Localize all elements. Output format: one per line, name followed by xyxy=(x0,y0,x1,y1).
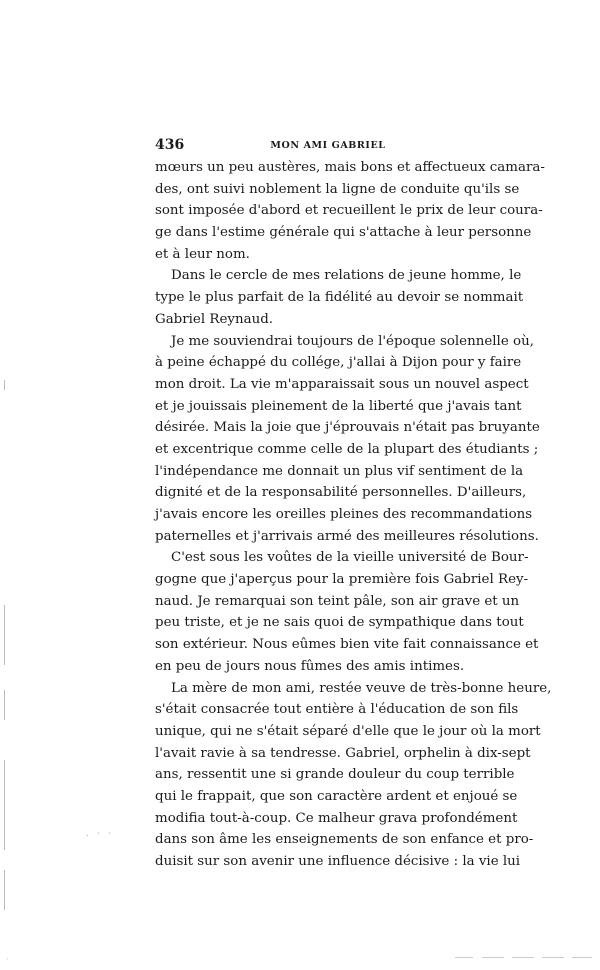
text-line: Je me souviendrai toujours de l'époque solennelle où, xyxy=(171,333,534,349)
text-line: désirée. Mais la joie que j'éprouvais n'était pas bruyante xyxy=(155,420,540,436)
scan-speck-corner: · xyxy=(6,955,9,964)
scan-bottom-dash xyxy=(455,957,473,958)
text-line: Dans le cercle de mes relations de jeune homme, le xyxy=(171,268,522,284)
scan-edge-mark xyxy=(4,380,5,390)
text-line: unique, qui ne s'était séparé d'elle que le jour où la mort xyxy=(155,723,541,739)
text-line: l'avait ravie à sa tendresse. Gabriel, orphelin à dix-sept xyxy=(155,745,531,761)
text-line: peu triste, et je ne sais quoi de sympathique dans tout xyxy=(155,615,524,631)
text-line: sont imposée d'abord et recueillent le prix de leur coura- xyxy=(155,203,543,219)
scan-bottom-dash xyxy=(572,957,592,958)
text-line: l'indépendance me donnait un plus vif sentiment de la xyxy=(155,463,524,479)
text-line: s'était consacrée tout entière à l'éducation de son fils xyxy=(155,702,519,718)
text-line: qui le frappait, que son caractère ardent et enjoué se xyxy=(155,788,518,804)
scan-edge-mark xyxy=(4,690,5,720)
text-line: La mère de mon ami, restée veuve de très-bonne heure, xyxy=(171,680,552,696)
scan-edge-mark xyxy=(4,870,5,910)
text-line: et je jouissais pleinement de la liberté que j'avais tant xyxy=(155,398,522,414)
text-line: j'avais encore les oreilles pleines des recommandations xyxy=(155,507,533,522)
text-line: modifia tout-à-coup. Ce malheur grava profondément xyxy=(155,810,518,826)
text-line: à peine échappé du collége, j'allai à Dijon pour y faire xyxy=(155,355,522,371)
text-line: mœurs un peu austères, mais bons et affectueux camara- xyxy=(155,160,545,175)
body-text xyxy=(155,157,552,873)
text-line: C'est sous les voûtes de la vieille université de Bour- xyxy=(171,550,529,566)
text-line: gogne que j'aperçus pour la première fois Gabriel Rey- xyxy=(155,572,529,588)
text-line: naud. Je remarquai son teint pâle, son air grave et un xyxy=(155,593,520,609)
scan-bottom-dash xyxy=(482,957,504,958)
text-line: paternelles et j'arrivais armé des meilleures résolutions. xyxy=(155,528,539,544)
text-line: type le plus parfait de la fidélité au devoir se nommait xyxy=(155,290,524,306)
text-line: dans son âme les enseignements de son enfance et pro- xyxy=(155,832,534,848)
text-line: Gabriel Reynaud. xyxy=(155,311,274,327)
text-line: mon droit. La vie m'apparaissait sous un nouvel aspect xyxy=(155,376,529,392)
text-line: ans, ressentit une si grande douleur du coup terrible xyxy=(155,767,515,783)
scan-specks: . · · xyxy=(86,829,114,838)
text-line: des, ont suivi noblement la ligne de conduite qu'ils se xyxy=(155,181,520,197)
text-line: en peu de jours nous fûmes des amis intimes. xyxy=(155,658,465,674)
scan-bottom-dash xyxy=(542,957,564,958)
text-line: dignité et de la responsabilité personnelles. D'ailleurs, xyxy=(155,485,527,501)
text-line: duisit sur son avenir une influence décisive : la vie lui xyxy=(155,854,521,869)
scan-edge-mark xyxy=(4,760,5,850)
running-title: MON AMI GABRIEL xyxy=(270,140,386,151)
text-line: et à leur nom. xyxy=(155,246,250,262)
text-line: et excentrique comme celle de la plupart des étudiants ; xyxy=(155,441,539,457)
page-number: 436 xyxy=(155,137,185,153)
scan-bottom-dash xyxy=(512,957,534,958)
running-head xyxy=(155,137,501,157)
scan-edge-mark xyxy=(4,605,5,665)
text-line: son extérieur. Nous eûmes bien vite fait connaissance et xyxy=(155,637,539,653)
text-line: ge dans l'estime générale qui s'attache à leur personne xyxy=(155,225,532,241)
